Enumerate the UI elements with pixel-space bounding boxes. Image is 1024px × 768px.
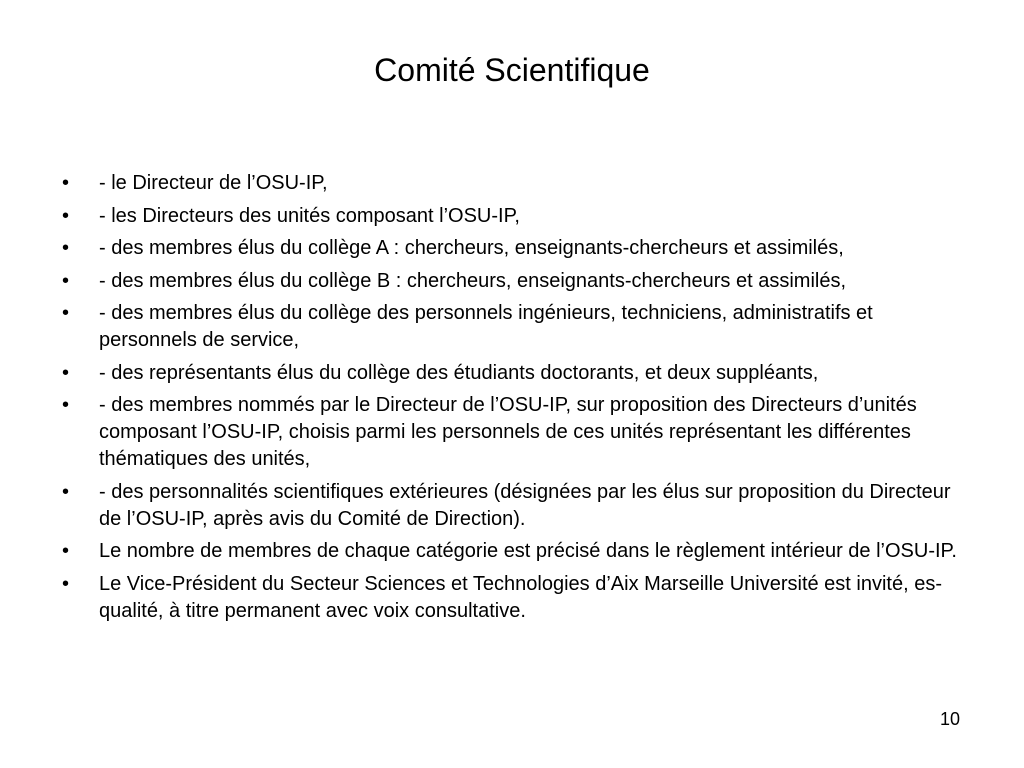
list-item-text: Le Vice-Président du Secteur Sciences et Technologies d’Aix Marseille Université est invité, es- qualité, à titre permanent avec voix consultative. [99, 572, 943, 622]
list-item [62, 538, 972, 565]
list-item [62, 268, 972, 295]
bullet-icon: • [62, 269, 70, 292]
list-item-text: - des membres élus du collège des personnels ingénieurs, techniciens, administratifs et personnels de service, [99, 302, 873, 351]
list-item [62, 235, 972, 262]
list-item [62, 360, 972, 387]
bullet-icon: • [62, 572, 70, 595]
bullet-icon: • [62, 172, 70, 194]
list-item [62, 300, 972, 354]
list-item-text: - des représentants élus du collège des étudiants doctorants, et deux suppléants, [99, 361, 819, 384]
list-item-text: - des membres nommés par le Directeur de l’OSU-IP, sur proposition des Directeurs d’unités composant l’OSU-IP, choisis parmi les personnels de ces unités représentant les différentes thématiques des unités, [99, 394, 917, 470]
list-item [62, 392, 972, 473]
bullet-icon: • [62, 302, 70, 324]
list-item-text: - des personnalités scientifiques extérieures (désignées par les élus sur proposition du Directeur de l’OSU-IP, après avis du Comité de Direction). [99, 480, 951, 530]
list-item-text: Le nombre de membres de chaque catégorie est précisé dans le règlement intérieur de l’OSU-IP. [99, 540, 957, 562]
list-item-text: - des membres élus du collège A : chercheurs, enseignants-chercheurs et assimilés, [99, 237, 844, 259]
bullet-icon: • [62, 361, 70, 384]
bullet-icon: • [62, 480, 70, 503]
bullet-icon: • [62, 237, 70, 259]
bullet-list [62, 170, 972, 630]
list-item [62, 571, 972, 625]
list-item-text: - le Directeur de l’OSU-IP, [99, 172, 328, 194]
list-item-text: - des membres élus du collège B : chercheurs, enseignants-chercheurs et assimilés, [99, 269, 847, 292]
bullet-icon: • [62, 540, 70, 562]
list-item-text: - les Directeurs des unités composant l’OSU-IP, [99, 204, 520, 227]
list-item [62, 479, 972, 533]
list-item [62, 203, 972, 230]
slide-number: 10 [939, 709, 960, 729]
bullet-icon: • [62, 204, 70, 227]
list-item [62, 170, 972, 197]
bullet-icon: • [62, 394, 70, 416]
slide-title: Comité Scientifique [374, 52, 650, 88]
